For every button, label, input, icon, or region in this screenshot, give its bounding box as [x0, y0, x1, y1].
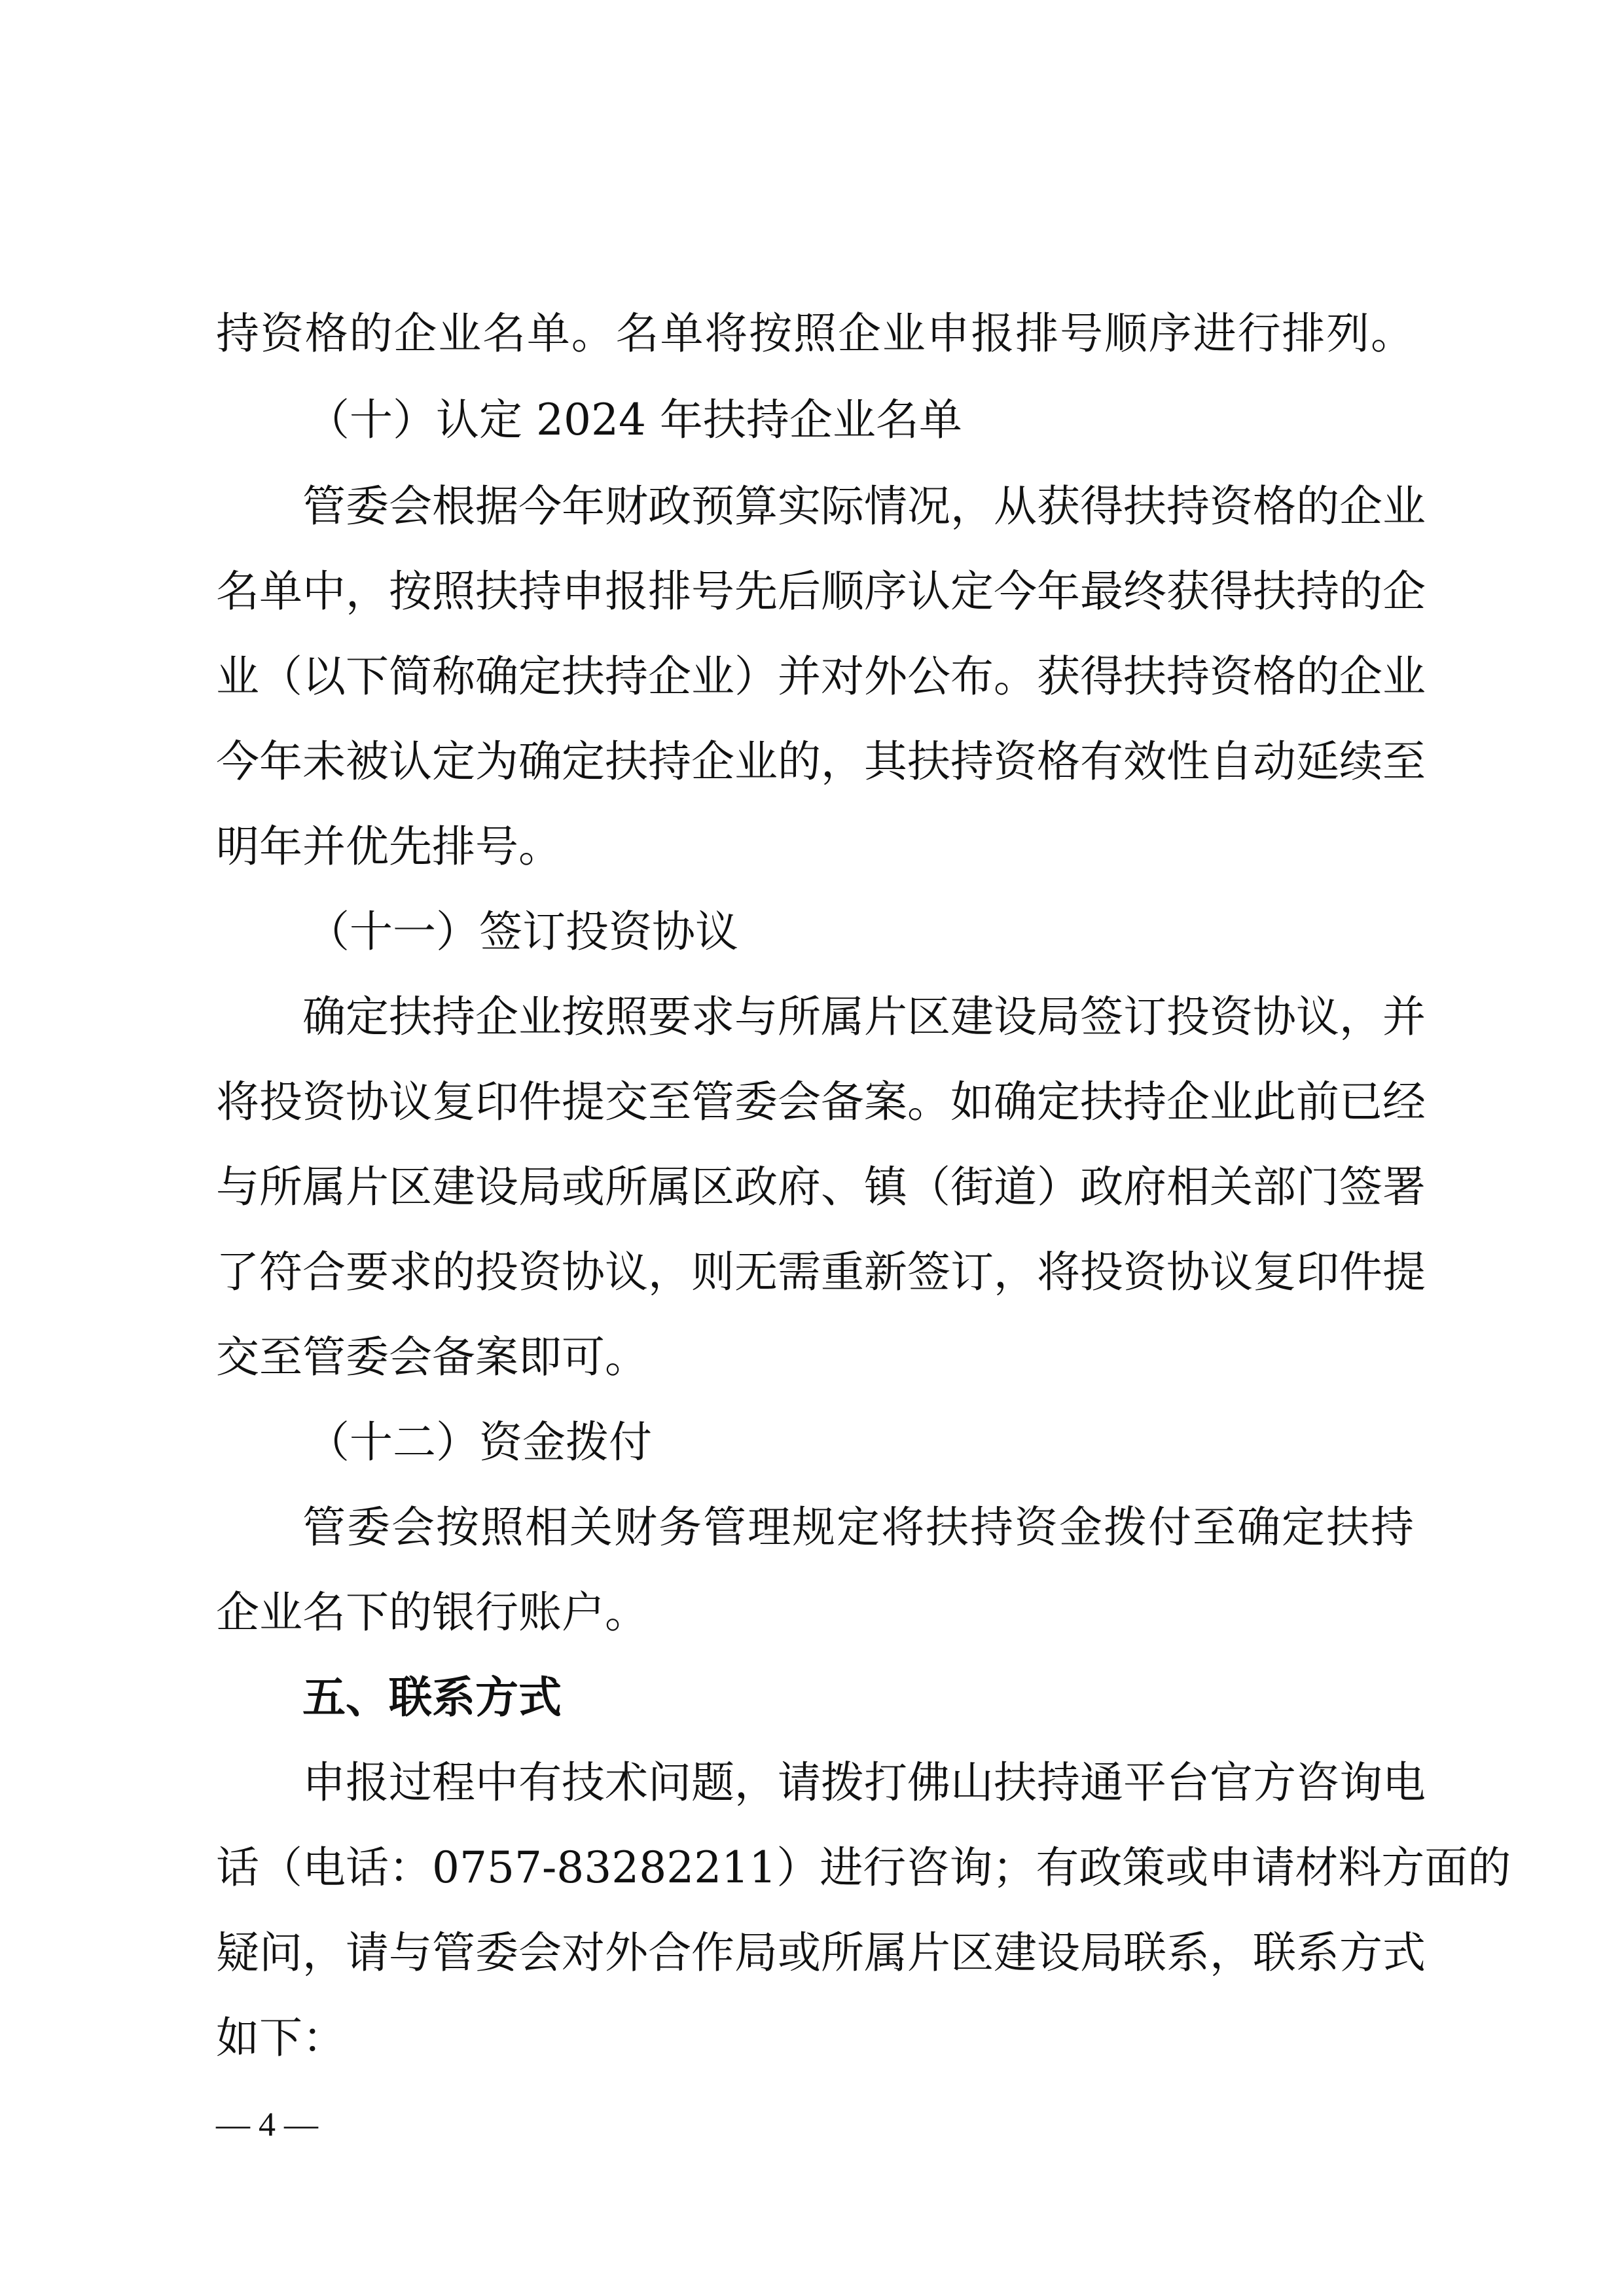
body-line: 今年未被认定为确定扶持企业的，其扶持资格有效性自动延续至: [216, 736, 1426, 787]
body-line: 确定扶持企业按照要求与所属片区建设局签订投资协议，并: [302, 992, 1426, 1042]
body-line: 话（电话：0757-83282211）进行咨询；有政策或申请材料方面的: [216, 1842, 1511, 1893]
body-line: 业（以下简称确定扶持企业）并对外公布。获得扶持资格的企业: [216, 651, 1426, 702]
page-number: — 4 —: [216, 2106, 318, 2144]
body-line: 了符合要求的投资协议，则无需重新签订，将投资协议复印件提: [216, 1247, 1426, 1297]
body-line: 申报过程中有技术问题，请拨打佛山扶持通平台官方咨询电: [302, 1757, 1426, 1808]
body-line: 名单中，按照扶持申报排号先后顺序认定今年最终获得扶持的企: [216, 566, 1426, 617]
body-line: 持资格的企业名单。名单将按照企业申报排号顺序进行排列。: [216, 308, 1414, 359]
body-line: 与所属片区建设局或所属区政府、镇（街道）政府相关部门签署: [216, 1162, 1426, 1212]
body-line: 如下：: [216, 2013, 346, 2063]
body-line: 交至管委会备案即可。: [216, 1332, 648, 1382]
body-line: 明年并优先排号。: [216, 821, 562, 872]
body-line: 疑问，请与管委会对外合作局或所属片区建设局联系，联系方式: [216, 1928, 1426, 1978]
section-heading-contact: 五、联系方式: [302, 1672, 562, 1723]
body-line: 管委会按照相关财务管理规定将扶持资金拨付至确定扶持: [302, 1502, 1414, 1552]
body-line: 将投资协议复印件提交至管委会备案。如确定扶持企业此前已经: [216, 1077, 1426, 1127]
body-line: 企业名下的银行账户。: [216, 1587, 648, 1638]
section-heading-12: （十二）资金拨付: [306, 1417, 652, 1467]
body-line: 管委会根据今年财政预算实际情况，从获得扶持资格的企业: [302, 481, 1426, 531]
section-heading-10: （十）认定 2024 年扶持企业名单: [306, 395, 962, 445]
section-heading-11: （十一）签订投资协议: [306, 906, 738, 957]
